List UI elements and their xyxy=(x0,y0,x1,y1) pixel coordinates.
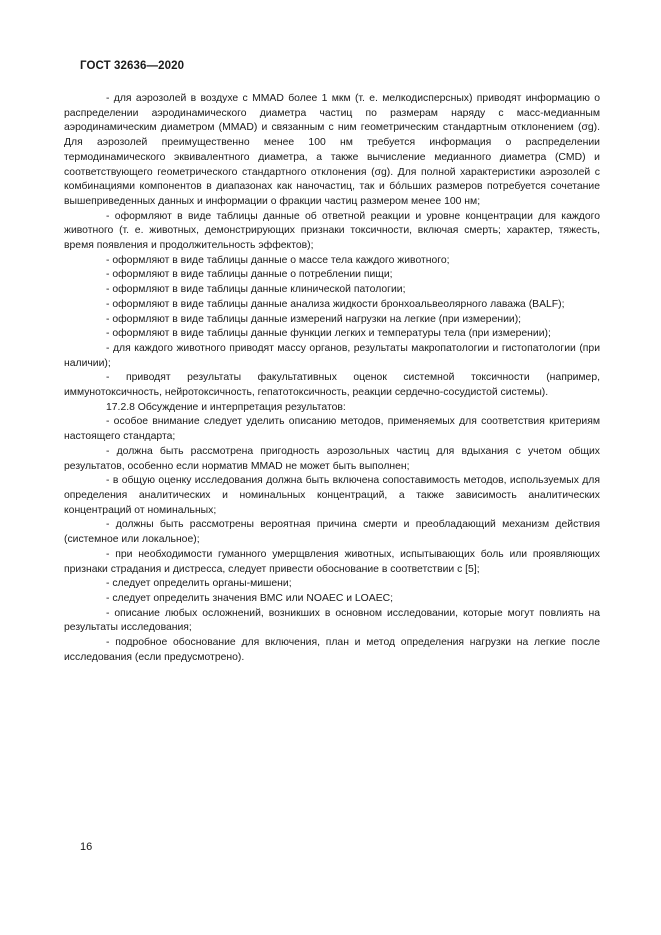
paragraph: - оформляют в виде таблицы данные об ответной реакции и уровне концентрации для каждого животного (т. е. животных, демонстрирующих признаки токсичности, включая смерть; характер, тяжесть, время появления и продолжительность эффектов); xyxy=(64,210,600,252)
paragraph: - для аэрозолей в воздухе с MMAD более 1 мкм (т. е. мелкодисперсных) приводят информацию о распределении аэродинамического диаметра частиц по размерам наряду с масс-медианным аэродинамическим диаметром (MMAD) и связанным с ним геометрическим стандартным отклонением (σg). Для аэрозолей преимущественно менее 100 нм требуется информация о распределении термодинамического эквивалентного диаметра, а также вычисление медианного диаметра (CMD) и соответствующего геометрического стандартного отклонения (σg). Для полной характеристики аэрозолей с комбинациями компонентов в диапазонах как наночастиц, так и бóльших размеров потребуется сочетание вышеприведенных данных и информации о фракции частиц размером менее 100 нм; xyxy=(64,93,600,207)
paragraph: - описание любых осложнений, возникших в основном исследовании, которые могут повлиять на результаты исследования; xyxy=(64,607,600,634)
page-number: 16 xyxy=(80,841,93,853)
standard-header: ГОСТ 32636—2020 xyxy=(80,60,185,72)
paragraph: - при необходимости гуманного умерщвления животных, испытывающих боль или проявляющих признаки страдания и дистресса, следует привести обоснование в соответствии с [5]; xyxy=(64,548,600,575)
paragraph: - оформляют в виде таблицы данные о потреблении пищи; xyxy=(106,269,393,281)
paragraph: - оформляют в виде таблицы данные измерений нагрузки на легкие (при измерении); xyxy=(106,313,522,325)
paragraph: - оформляют в виде таблицы данные функции легких и температуры тела (при измерении); xyxy=(106,328,551,340)
paragraph: - следует определить органы-мишени; xyxy=(106,578,292,590)
paragraph: - в общую оценку исследования должна быть включена сопоставимость методов, используемых для определения аналитических и номинальных концентраций, а также зависимость аналитических концентраций от номинальных; xyxy=(64,475,600,516)
paragraph: - должны быть рассмотрены вероятная причина смерти и преобладающий механизм действия (системное или локальное); xyxy=(64,519,600,546)
paragraph: - приводят результаты факультативных оценок системной токсичности (например, иммунотоксичность, нейротоксичность, гепатотоксичность, реакции сердечно-сосудистой системы). xyxy=(64,372,600,399)
section-heading: 17.2.8 Обсуждение и интерпретация результатов: xyxy=(106,401,346,413)
paragraph: - особое внимание следует уделить описанию методов, применяемых для соответствия критериям настоящего стандарта; xyxy=(64,416,600,443)
paragraph: - подробное обоснование для включения, план и метод определения нагрузки на легкие после исследования (если предусмотрено). xyxy=(64,637,600,663)
paragraph: - должна быть рассмотрена пригодность аэрозольных частиц для вдыхания с учетом общих результатов, особенно если норматив MMAD не может быть выполнен; xyxy=(64,445,600,472)
paragraph: - для каждого животного приводят массу органов, результаты макропатологии и гистопатологии (при наличии); xyxy=(64,342,600,369)
document-body xyxy=(64,92,600,665)
paragraph: - оформляют в виде таблицы данные о массе тела каждого животного; xyxy=(106,254,450,266)
paragraph: - следует определить значения BMC или NOAEC и LOAEC; xyxy=(106,592,394,604)
paragraph: - оформляют в виде таблицы данные анализа жидкости бронхоальвеолярного лаважа (BALF); xyxy=(106,298,565,310)
paragraph: - оформляют в виде таблицы данные клинической патологии; xyxy=(106,284,406,296)
